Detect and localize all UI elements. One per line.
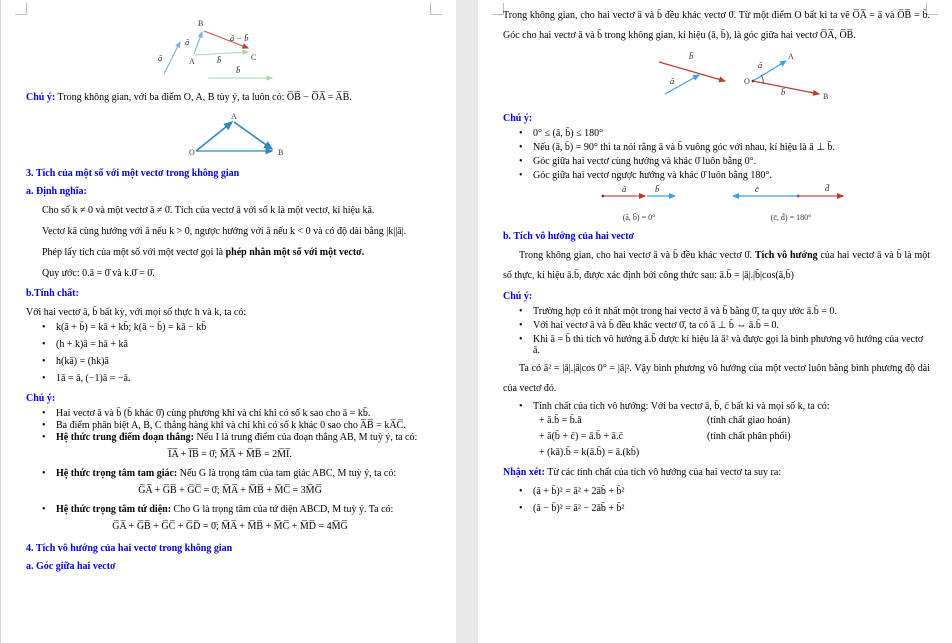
- vector-label: b̄: [236, 65, 241, 75]
- bullet-text: Ba điểm phân biệt A, B, C thẳng hàng khi và chỉ khi có số k khác 0 sao cho A̅B̅ = kA̅C̅.: [56, 420, 406, 431]
- point-label: A: [788, 52, 794, 61]
- remark-line: [503, 463, 930, 482]
- vector-label: ā: [158, 53, 163, 63]
- bullet-item: [503, 320, 930, 331]
- point-label: B: [823, 92, 829, 101]
- bullet-item: [26, 339, 434, 350]
- section-4a-title: a. Góc giữa hai vectơ: [26, 561, 116, 572]
- vector-ab-arrow: [234, 122, 272, 149]
- bullet-marker: •: [519, 320, 523, 331]
- remark-label: Nhận xét:: [503, 467, 545, 478]
- bullet-text: Khi ā = b̄ thì tích vô hướng ā.b̄ được kí hiệu là ā² và được gọi là bình phương vô hướng của vectơ ā.: [533, 334, 924, 356]
- vector-label: c̄: [755, 184, 759, 194]
- vertex-label: A: [189, 57, 195, 66]
- definition-bold: phép nhân một số với một vectơ.: [225, 247, 365, 258]
- section-4-title: 4. Tích vô hướng của hai vectơ trong không gian: [26, 543, 233, 554]
- bullet-bold-text: Hệ thức trọng tâm tam giác:: [56, 468, 178, 479]
- bullet-text: 1ā = ā, (−1)ā = −ā.: [56, 373, 131, 384]
- bullet-marker: •: [519, 156, 523, 167]
- note-2-label: Chú ý:: [503, 291, 533, 302]
- bullet-text: Góc giữa hai vectơ cùng hướng và khác 0̄ luôn bằng 0°.: [533, 156, 757, 167]
- definition-text: Trong không gian, cho hai vectơ ā và b̄ đều khác vectơ 0̄.: [519, 250, 755, 261]
- bullet-marker: •: [519, 142, 523, 153]
- bullet-item: [26, 420, 434, 431]
- bullet-bold-text: Hệ thức trung điểm đoạn thẳng:: [56, 432, 194, 443]
- vertex-label: B: [278, 148, 284, 157]
- bullet-item: [503, 486, 930, 497]
- dot-product-property: [503, 431, 930, 442]
- bullet-marker: •: [519, 170, 523, 181]
- bullet-text: k(ā + b̄) = kā + kb̄; k(ā − b̄) = kā − kb̄: [56, 322, 207, 333]
- vector-label: b̄: [689, 51, 694, 61]
- bullet-text: (h + k)ā = hā + kā: [56, 339, 128, 350]
- bullet-text: Nếu I là trung điểm của đoạn thẳng AB, M tuỳ ý, ta có:: [193, 432, 418, 443]
- bullet-item: [503, 170, 930, 181]
- vertex-label: O: [189, 148, 195, 157]
- vector-ac-arrow: [195, 52, 248, 55]
- property-note: (tính chất phân phối): [707, 431, 791, 442]
- diagram-triangle-oab: [188, 111, 298, 161]
- bullet-marker: •: [42, 468, 46, 479]
- section-3a-title: a. Định nghĩa:: [26, 186, 87, 197]
- bullet-item: [503, 503, 930, 514]
- section-3b-title: b.Tính chất:: [26, 288, 79, 299]
- bullet-marker: •: [42, 373, 46, 384]
- bullet-text: Trường hợp có ít nhất một trong hai vectơ ā và b̄ bằng 0̄, ta quy ước ā.b̄ = 0.: [533, 306, 837, 317]
- square-magnitude-note: Ta có ā² = |ā|.|ā|cos 0° = |ā|². Vậy bình phương vô hướng của một vectơ luôn bằng bình phương độ dài của vectơ đó.: [503, 363, 930, 394]
- bullet-item: [26, 432, 434, 443]
- section-3-title: 3. Tích của một số với một vectơ trong không gian: [26, 168, 240, 179]
- bullet-text: Với hai vectơ ā và b̄ đều khác vectơ 0̄, ta có ā ⊥ b̄ ⇔ ā.b̄ = 0.: [533, 320, 779, 331]
- bullet-item: [26, 468, 434, 479]
- bullet-item: [503, 334, 930, 356]
- diagram-angle-between-vectors: [653, 48, 883, 106]
- definition-paragraph: Vectơ kā cùng hướng với ā nếu k > 0, ngược hướng với ā nếu k < 0 và có độ dài bằng |k||ā|.: [42, 226, 407, 237]
- note-2-label: Chú ý:: [26, 393, 56, 404]
- vector-label: ā: [670, 76, 675, 86]
- bullet-text: Tính chất của tích vô hướng: Với ba vectơ ā, b̄, c̄ bất kì và mọi số k, ta có:: [533, 401, 830, 412]
- bullet-item: [26, 373, 434, 384]
- bullet-marker: •: [519, 306, 523, 317]
- bullet-item: [26, 408, 434, 419]
- vector-label: ā: [758, 60, 763, 70]
- note-1-label: Chú ý:: [503, 113, 533, 124]
- note-text: Trong không gian, với ba điểm O, A, B tùy ý, ta luôn có: O̅B̅ − O̅A̅ = A̅B̅.: [55, 92, 352, 103]
- definition-bold: Tích vô hướng: [754, 250, 818, 261]
- vector-oa-arrow: [196, 122, 232, 151]
- bullet-item: [503, 142, 930, 153]
- vertex-label: C: [251, 53, 257, 62]
- vector-label: b̄: [781, 87, 786, 97]
- bullet-item: [26, 322, 434, 333]
- bullet-marker: •: [42, 322, 46, 333]
- diagram-caption: (ā, b̄) = 0°: [622, 213, 656, 222]
- bullet-marker: •: [42, 408, 46, 419]
- bullet-marker: •: [42, 504, 46, 515]
- diagram-vector-subtraction: [156, 4, 326, 88]
- point-label: O: [744, 77, 750, 86]
- dot-product-property: [503, 415, 930, 426]
- bullet-text: (ā − b̄)² = ā² − 2āb̄ + b̄²: [533, 503, 625, 514]
- document-page-right: [478, 0, 952, 643]
- bullet-text: Hai vectơ ā và b̄ (b̄ khác 0̄) cùng phương khi và chỉ khi có số k sao cho ā = kb̄.: [56, 408, 371, 419]
- bullet-marker: •: [519, 401, 523, 412]
- vector-label: ā: [185, 37, 190, 47]
- property-formula: + ā.b̄ = b̄.ā: [539, 415, 582, 426]
- vector-b-free-arrow: [659, 62, 725, 81]
- definition-paragraph: Cho số k ≠ 0 và một vectơ ā ≠ 0̄. Tích của vectơ ā với số k là một vectơ, kí hiệu kā.: [42, 205, 375, 216]
- bullet-item: [503, 401, 930, 412]
- definition-paragraph: [26, 243, 434, 262]
- bullet-text: Nếu G là trọng tâm của tam giác ABC, M tuỳ ý, ta có:: [177, 468, 397, 479]
- bullet-text: (ā + b̄)² = ā² + 2āb̄ + b̄²: [533, 486, 625, 497]
- bullet-text: Góc giữa hai vectơ ngược hướng và khác 0̄ luôn bằng 180°.: [533, 170, 772, 181]
- bullet-marker: •: [519, 128, 523, 139]
- remark-text: Từ các tính chất của tích vô hướng của hai vectơ ta suy ra:: [544, 467, 782, 478]
- vector-label: b̄: [217, 55, 222, 65]
- note-label: Chú ý:: [26, 92, 56, 103]
- bullet-text: 0° ≤ (ā, b̄) ≤ 180°: [533, 128, 604, 139]
- bullet-marker: •: [519, 486, 523, 497]
- bullet-item: [503, 306, 930, 317]
- bullet-item: [26, 504, 434, 515]
- definition-paragraph: Quy ước: 0.ā = 0̄ và k.0̄ = 0̄.: [42, 268, 155, 279]
- vector-ab-arrow: [194, 32, 202, 54]
- centroid-tetrahedron-formula: G̅A̅ + G̅B̅ + G̅C̅ + G̅D̅ = 0̄; M̅A̅ + M̅B̅ + M̅C̅ + M̅D̅ = 4M̅G̅: [112, 521, 348, 532]
- vertex-label: B: [198, 19, 204, 28]
- bullet-marker: •: [42, 356, 46, 367]
- vertex-label: A: [231, 112, 237, 121]
- section-b-title: b. Tích vô hướng của hai vectơ: [503, 231, 635, 242]
- bullet-marker: •: [519, 503, 523, 514]
- bullet-marker: •: [42, 432, 46, 443]
- centroid-triangle-formula: G̅A̅ + G̅B̅ + G̅C̅ = 0̄; M̅A̅ + M̅B̅ + M̅C̅ = 3M̅G̅: [138, 485, 322, 496]
- document-page-left: [0, 0, 456, 643]
- bullet-text: Nếu (ā, b̄) = 90° thì ta nói rằng ā và b̄ vuông góc với nhau, kí hiệu là ā ⊥ b̄.: [533, 142, 835, 153]
- definition-text: Phép lấy tích của một số với một vectơ gọi là: [42, 247, 226, 258]
- bullet-text: Cho G là trọng tâm của tứ diện ABCD, M tuỳ ý. Ta có:: [171, 504, 394, 515]
- vector-label: d̄: [825, 184, 830, 193]
- note-line: [26, 88, 434, 107]
- property-formula: + ā(b̄ + c̄) = ā.b̄ + ā.c̄: [539, 431, 623, 442]
- bullet-marker: •: [42, 420, 46, 431]
- bullet-bold-text: Hệ thức trọng tâm tứ diện:: [56, 504, 172, 515]
- angle-intro-paragraph: Trong không gian, cho hai vectơ ā và b̄ đều khác vectơ 0̄. Từ một điểm O bất kì ta vẽ O̅A̅ = ā và O̅B̅ = b̄. Góc cho hai vectơ ā và b̄ trong không gian, kí hiệu (ā, b̄), là góc giữa hai vectơ O̅A̅, O̅B̅.: [503, 10, 930, 41]
- diagram-caption: (c̄, d̄) = 180°: [770, 213, 812, 222]
- vector-a-free-arrow: [164, 42, 180, 74]
- vector-label: ā: [622, 184, 627, 194]
- bullet-text: h(kā) = (hk)ā: [56, 356, 109, 367]
- property-note: (tính chất giao hoán): [707, 415, 791, 426]
- definition-text: của hai vectơ ā và b̄ là một số thực, kí hiệu ā.b̄, được xác định bởi công thức sau: ā.b̄ = |ā|.|b̄|cos(ā,b̄): [503, 250, 931, 281]
- properties-intro: Với hai vectơ ā, b̄ bất kỳ, với mọi số thực h và k, ta có:: [26, 307, 247, 318]
- property-formula: + (kā).b̄ = k(ā.b̄) = ā.(kb̄): [539, 447, 640, 458]
- dot-product-definition: [503, 246, 930, 286]
- bullet-item: [503, 128, 930, 139]
- vector-label: ā − b̄: [230, 33, 249, 43]
- bullet-item: [26, 356, 434, 367]
- bullet-marker: •: [42, 339, 46, 350]
- bullet-marker: •: [519, 334, 523, 345]
- vector-label: b̄: [655, 184, 660, 194]
- diagram-collinear-vectors: [593, 184, 923, 228]
- bullet-item: [503, 156, 930, 167]
- midpoint-formula: I̅A̅ + I̅B̅ = 0̄; M̅A̅ + M̅B̅ = 2M̅I̅.: [168, 449, 292, 460]
- dot-product-property: [503, 447, 930, 458]
